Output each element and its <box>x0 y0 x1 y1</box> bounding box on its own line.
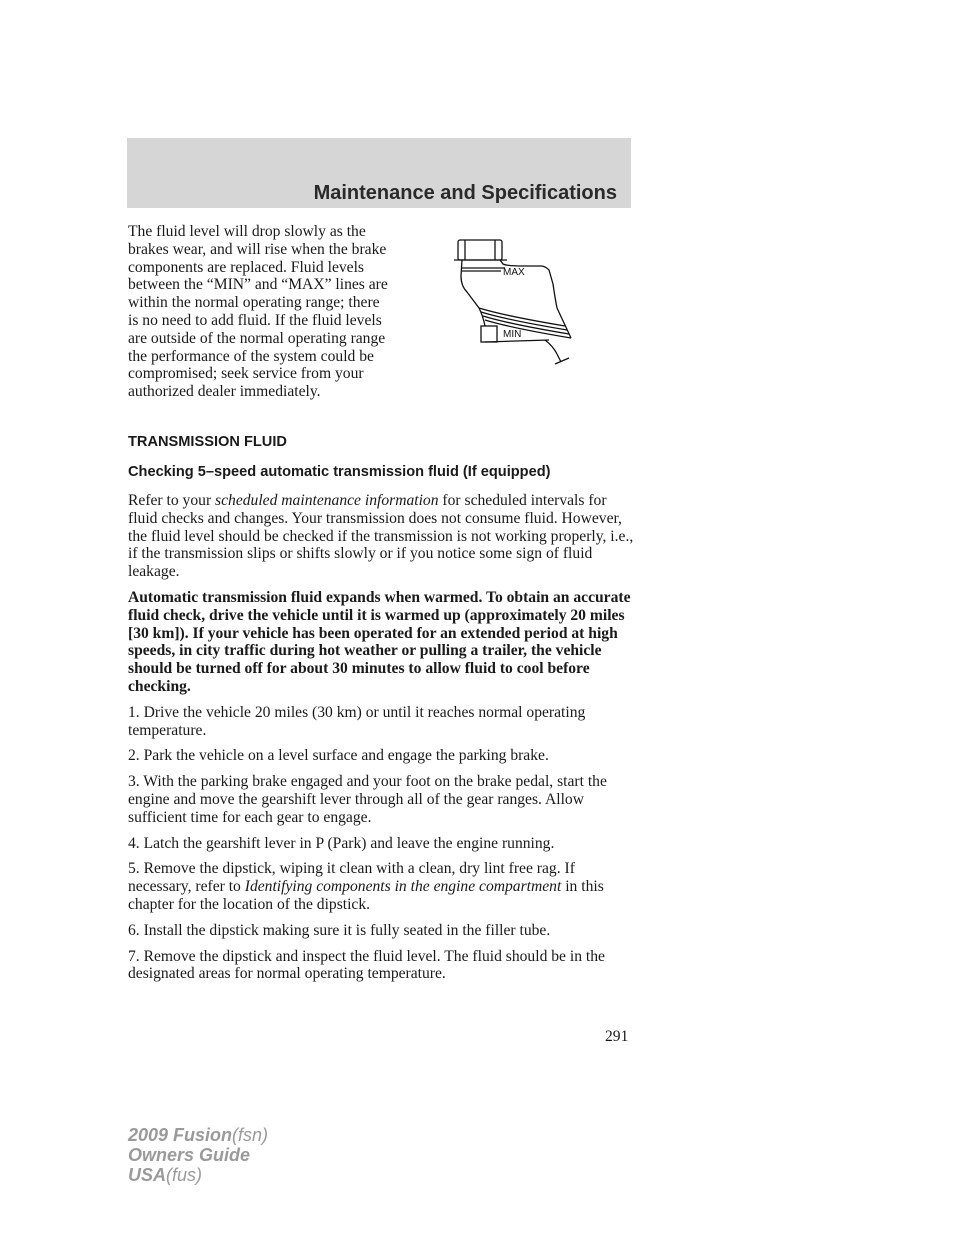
brake-fluid-intro: The fluid level will drop slowly as the brakes wear, and will rise when the brake components are replaced. Fluid levels between the “MIN” and “MAX” lines are within the normal operating range; there is no need to add fluid. If the fluid levels are outside of the normal operating range the performance of the system could be compromised; seek service from your authorized dealer immediately. <box>128 223 388 401</box>
step-2: 2. Park the vehicle on a level surface and engage the parking brake. <box>128 747 549 765</box>
brake-reservoir-figure <box>445 236 585 372</box>
brake-reservoir-illustration <box>445 236 585 372</box>
scheduled-maintenance-reference: scheduled maintenance information <box>215 492 439 509</box>
page-number: 291 <box>605 1028 629 1045</box>
engine-compartment-reference: Identifying components in the engine compartment <box>244 878 562 896</box>
main-content <box>128 433 634 983</box>
step-7: 7. Remove the dipstick and inspect the fluid level. The fluid should be in the designated areas for normal operating temperature. <box>128 947 605 983</box>
min-label: MIN <box>503 329 522 340</box>
intro-paragraph: Refer to your scheduled maintenance information for scheduled intervals for fluid checks and changes. Your transmission does not consume fluid. However, the fluid level should be checked if the transmission is not working properly, i.e., if the transmission slips or shifts slowly or if you notice some sign of fluid leakage. <box>128 492 634 581</box>
section-heading: TRANSMISSION FLUID <box>128 434 287 450</box>
warning-paragraph: Automatic transmission fluid expands when warmed. To obtain an accurate fluid check, drive the vehicle until it is warmed up (approximately 20 miles [30 km]). If your vehicle has been operated for an extended period at high speeds, in city traffic during hot weather or pulling a trailer, the vehicle should be turned off for about 30 minutes to allow fluid to cool before checking. <box>128 588 631 695</box>
step-6: 6. Install the dipstick making sure it is fully seated in the filler tube. <box>128 921 551 939</box>
step-4: 4. Latch the gearshift lever in P (Park) and leave the engine running. <box>128 834 555 852</box>
page-header-title: Maintenance and Specifications <box>313 182 617 204</box>
max-label: MAX <box>503 267 525 278</box>
header-band <box>127 138 631 208</box>
step-3: 3. With the parking brake engaged and your foot on the brake pedal, start the engine and move the gearshift lever through all of the gear ranges. Allow sufficient time for each gear to engage. <box>128 773 607 826</box>
subheading: Checking 5–speed automatic transmission fluid (If equipped) <box>128 464 551 480</box>
document-footer: 2009 Fusion(fsn) Owners Guide USA(fus) <box>128 1125 269 1185</box>
step-1: 1. Drive the vehicle 20 miles (30 km) or until it reaches normal operating temperature. <box>128 703 586 739</box>
step-5: 5. Remove the dipstick, wiping it clean with a clean, dry lint free rag. If necessary, refer to Identifying components in the engine compartment in this chapter for the location of the dipstick. <box>128 860 604 913</box>
